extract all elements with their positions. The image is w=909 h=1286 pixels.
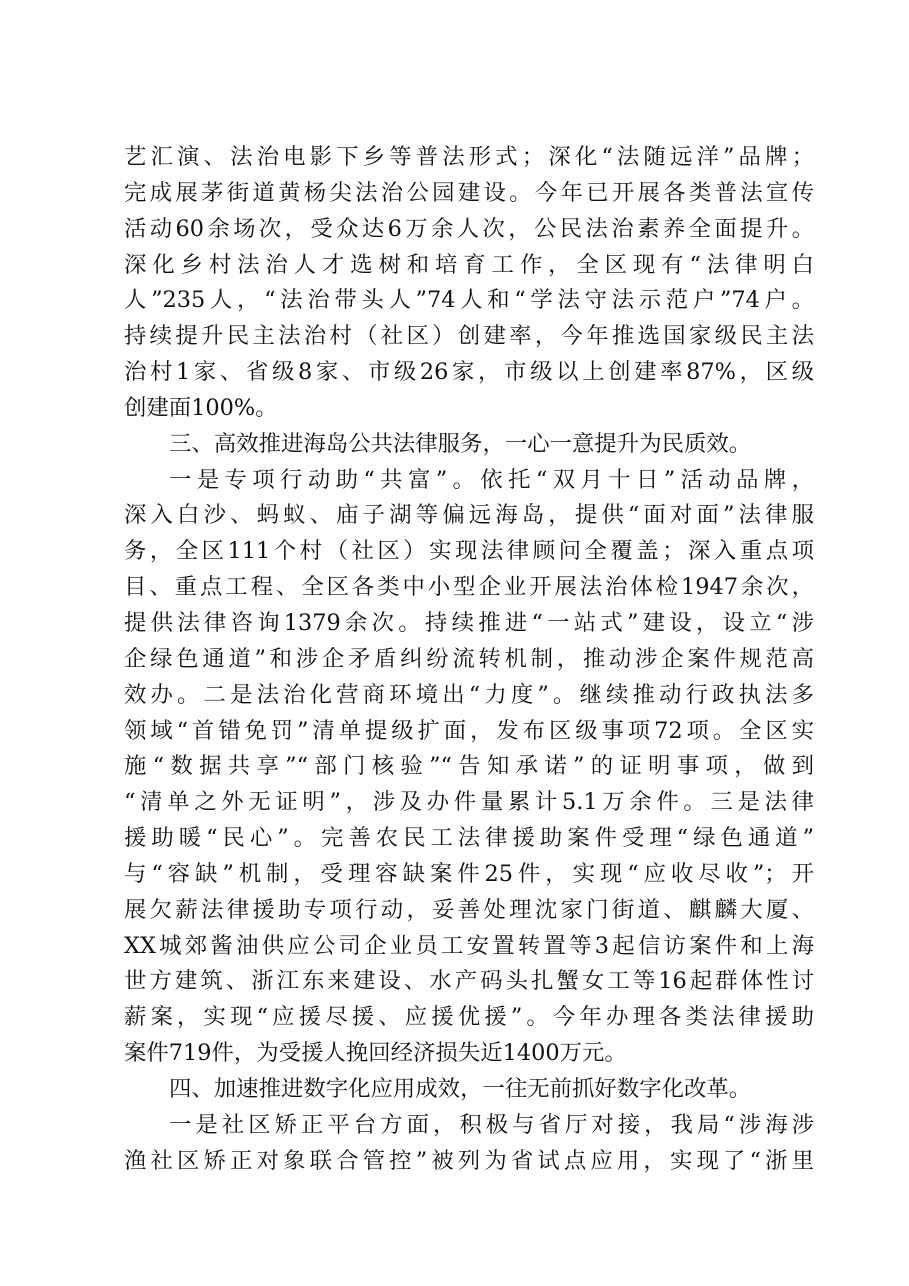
text-line: 企绿色通道”和涉企矛盾纠纷流转机制，推动涉企案件规范高: [124, 645, 814, 672]
text-line: 深化乡村法治人才选树和培育工作，全区现有“法律明白: [124, 251, 814, 278]
text-line: 施“数据共享”“部门核验”“告知承诺”的证明事项，做到: [124, 753, 814, 780]
text-line: 人”235人，“法治带头人”74人和“学法守法示范户”74户。: [124, 287, 814, 314]
text-line: 务，全区111个村（社区）实现法律顾问全覆盖；深入重点项: [124, 538, 814, 565]
text-line: 案件719件，为受援人挽回经济损失近1400万元。: [124, 1040, 627, 1067]
text-line: 一是社区矫正平台方面，积极与省厅对接，我局“涉海涉: [169, 1111, 814, 1138]
text-line: 四、加速推进数字化应用成效，一往无前抓好数字化改革。: [169, 1075, 752, 1102]
body-text: [124, 140, 814, 1179]
text-line: 展欠薪法律援助专项行动，妥善处理沈家门街道、麒麟大厦、: [124, 896, 814, 923]
text-line: 目、重点工程、全区各类中小型企业开展法治体检1947余次，: [124, 574, 814, 601]
text-line: 艺汇演、法治电影下乡等普法形式；深化“法随远洋”品牌；: [124, 144, 814, 170]
text-line: 治村1家、省级8家、市级26家，市级以上创建率87%，区级: [124, 359, 814, 386]
text-line: 创建面100%。: [124, 394, 278, 421]
text-line: 提供法律咨询1379余次。持续推进“一站式”建设，设立“涉: [124, 609, 814, 636]
text-line: 三、高效推进海岛公共法律服务，一心一意提升为民质效。: [169, 430, 752, 457]
text-line: 援助暖“民心”。完善农民工法律援助案件受理“绿色通道”: [124, 825, 814, 852]
text-line: 领域“首错免罚”清单提级扩面，发布区级事项72项。全区实: [124, 717, 814, 744]
text-line: 活动60余场次，受众达6万余人次，公民法治素养全面提升。: [124, 215, 814, 242]
text-line: 薪案，实现“应援尽援、应援优援”。今年办理各类法律援助: [124, 1004, 814, 1031]
text-line: 渔社区矫正对象联合管控”被列为省试点应用，实现了“浙里: [124, 1147, 814, 1174]
text-line: 世方建筑、浙江东来建设、水产码头扎蟹女工等16起群体性讨: [124, 968, 814, 995]
text-line: “清单之外无证明”，涉及办件量累计5.1万余件。三是法律: [124, 789, 814, 816]
text-line: XX城郊酱油供应公司企业员工安置转置等3起信访案件和上海: [124, 932, 814, 959]
text-line: 与“容缺”机制，受理容缺案件25件，实现“应收尽收”；开: [124, 860, 814, 887]
text-line: 完成展茅街道黄杨尖法治公园建设。今年已开展各类普法宣传: [124, 179, 814, 206]
text-line: 深入白沙、蚂蚁、庙子湖等偏远海岛，提供“面对面”法律服: [124, 502, 814, 529]
text-line: 一是专项行动助“共富”。依托“双月十日”活动品牌，: [169, 466, 814, 493]
text-line: 效办。二是法治化营商环境出“力度”。继续推动行政执法多: [124, 681, 814, 708]
text-line: 持续提升民主法治村（社区）创建率，今年推选国家级民主法: [124, 323, 814, 350]
